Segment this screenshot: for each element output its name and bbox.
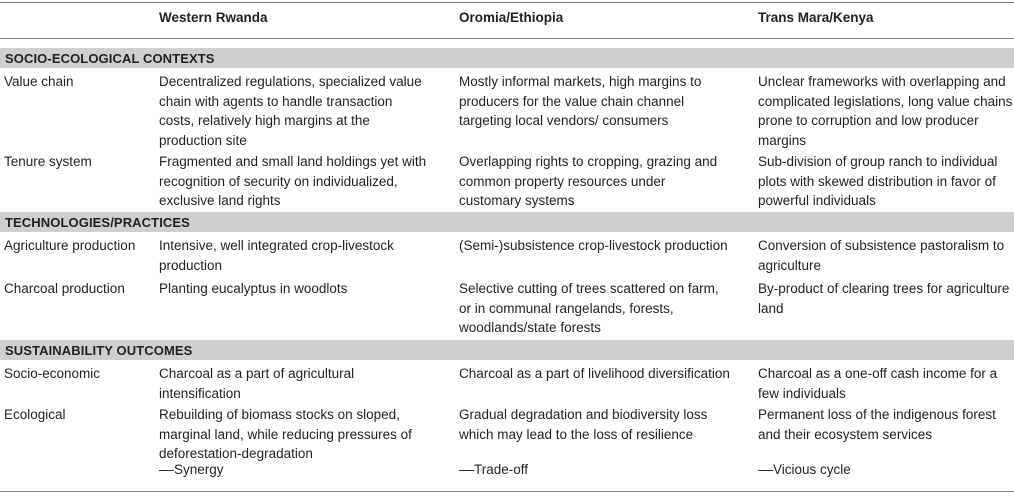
cell-charcoal-kenya: By-product of clearing trees for agriculture land [758, 281, 1010, 316]
cell-value-chain-rwanda: Decentralized regulations, specialized value chain with agents to handle transaction costs, relatively high margins at the production site [159, 74, 422, 148]
row-label-ecological: Ecological [4, 407, 66, 422]
section-title: TECHNOLOGIES/PRACTICES [5, 215, 190, 230]
cell-ecological-kenya: Permanent loss of the indigenous forest and their ecosystem services [758, 407, 996, 442]
cell-ecological-ethiopia: Gradual degradation and biodiversity loss which may lead to the loss of resilience [459, 407, 708, 442]
section-title: SUSTAINABILITY OUTCOMES [5, 343, 193, 358]
column-header-trans-mara-kenya: Trans Mara/Kenya [758, 10, 874, 25]
cell-socio-economic-ethiopia: Charcoal as a part of livelihood diversification [459, 366, 730, 381]
column-header-western-rwanda: Western Rwanda [159, 10, 268, 25]
row-label-tenure-system: Tenure system [4, 154, 92, 169]
table-bottom-rule [0, 491, 1014, 492]
cell-tenure-rwanda: Fragmented and small land holdings yet with recognition of security on individualized, exclusive land rights [159, 154, 427, 208]
cell-socio-economic-rwanda: Charcoal as a part of agricultural intensification [159, 366, 355, 401]
cell-value-chain-kenya: Unclear frameworks with overlapping and complicated legislations, long value chains prone to corruption and low producer margins [758, 74, 1013, 148]
row-label-value-chain: Value chain [4, 74, 74, 89]
cell-charcoal-ethiopia: Selective cutting of trees scattered on farm, or in communal rangelands, forests, woodlands/state forests [459, 281, 719, 335]
header-bottom-rule [0, 38, 1014, 39]
column-header-oromia-ethiopia: Oromia/Ethiopia [459, 10, 564, 25]
cell-ecological-rwanda: Rebuilding of biomass stocks on sloped, marginal land, while reducing pressures of deforestation-degradation [159, 407, 412, 461]
row-label-charcoal-production: Charcoal production [4, 281, 125, 296]
summary-vicious-cycle: ––Vicious cycle [758, 462, 851, 477]
summary-trade-off: ––Trade-off [459, 462, 529, 477]
cell-agriculture-kenya: Conversion of subsistence pastoralism to agriculture [758, 238, 1005, 273]
row-label-socio-economic: Socio-economic [4, 366, 101, 381]
section-band-socio-ecological [0, 48, 1014, 68]
cell-tenure-ethiopia: Overlapping rights to cropping, grazing and common property resources under customary systems [459, 154, 718, 208]
table-top-rule [0, 2, 1014, 3]
cell-tenure-kenya: Sub-division of group ranch to individual plots with skewed distribution in favor of powerful individuals [758, 154, 998, 208]
cell-socio-economic-kenya: Charcoal as a one-off cash income for a few individuals [758, 366, 998, 401]
cell-agriculture-rwanda: Intensive, well integrated crop-livestock production [159, 238, 394, 273]
summary-synergy: ––Synergy [159, 462, 224, 477]
section-band-technologies [0, 212, 1014, 232]
section-band-sustainability [0, 340, 1014, 360]
cell-value-chain-ethiopia: Mostly informal markets, high margins to producers for the value chain channel targeting local vendors/ consumers [459, 74, 702, 128]
cell-agriculture-ethiopia: (Semi-)subsistence crop-livestock production [459, 238, 728, 253]
row-label-agriculture-production: Agriculture production [4, 238, 136, 253]
cell-charcoal-rwanda: Planting eucalyptus in woodlots [159, 281, 348, 296]
section-title: SOCIO-ECOLOGICAL CONTEXTS [5, 51, 215, 66]
